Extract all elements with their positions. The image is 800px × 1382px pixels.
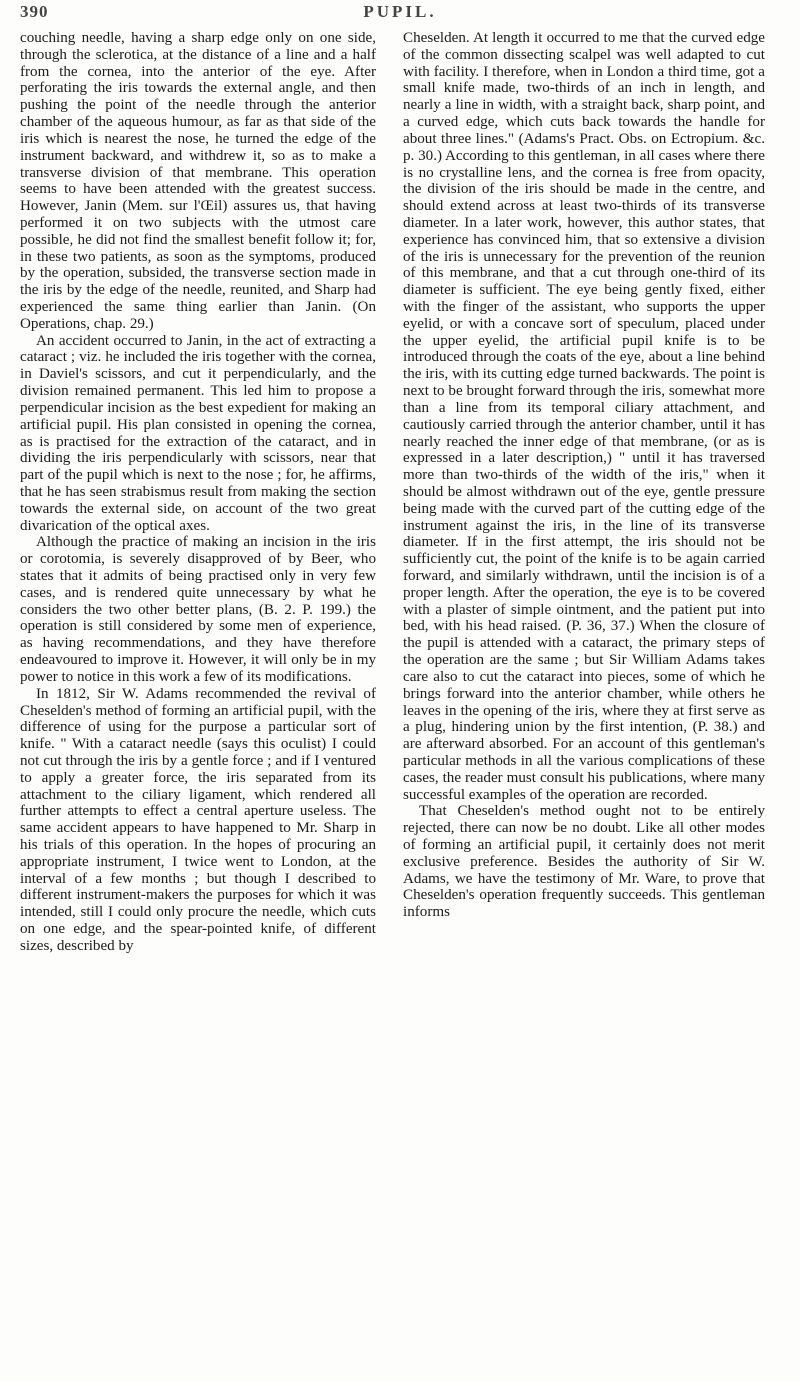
paragraph: couching needle, having a sharp edge only on one side, through the sclerotica, at the distance of a line and a half from the cornea, into the anterior of the eye. After perforating the iris towards the external angle, and then pushing the point of the needle through the anterior chamber of the aqueous humour, as far as that side of the iris which is nearest the nose, he turned the edge of the instrument backward, and withdrew it, so as to make a transverse division of that membrane. This operation seems to have been attended with the greatest success. However, Janin (Mem. sur l'Œil) assures us, that having performed it on two subjects with the utmost care possible, he did not find the smallest benefit follow it; for, in these two patients, as soon as the symptoms, produced by the operation, subsided, the transverse section made in the iris by the edge of the needle, reunited, and Sharp had experienced the same thing earlier than Janin. (On Operations, chap. 29.) xyxy=(20,30,376,332)
paragraph: Cheselden. At length it occurred to me that the curved edge of the common dissecting scalpel was well adapted to cut with facility. I therefore, when in London a third time, got a small knife made, two-thirds of an inch in length, and nearly a line in width, with a straight back, sharp point, and a curved edge, which cuts back towards the handle for about three lines." (Adams's Pract. Obs. on Ectropium. &c. p. 30.) According to this gentleman, in all cases where there is no crystalline lens, and the cornea is free from opacity, the division of the iris should be made in the centre, and should extend across at least two-thirds of its transverse diameter. In a later work, however, this author states, that experience has convinced him, that so extensive a division of the iris is unnecessary for the prevention of the reunion of this membrane, and that a cut through one-third of its diameter is sufficient. The eye being gently fixed, either with the finger of the assistant, who supports the upper eyelid, or with a concave sort of speculum, placed under the upper eyelid, the artificial pupil knife is to be introduced through the coats of the eye, about a line behind the iris, with its cutting edge turned backwards. The point is next to be brought forward through the iris, somewhat more than a line from its temporal ciliary attachment, and cautiously carried through the anterior chamber, until it has nearly reached the inner edge of that membrane, (or as is expressed in a later description,) " until it has traversed more than two-thirds of the width of the iris," when it should be almost withdrawn out of the eye, gentle pressure being made with the curved part of the cutting edge of the instrument against the iris, in the line of its transverse diameter. If in the first attempt, the iris should not be sufficiently cut, the point of the knife is to be again carried forward, and similarly withdrawn, until the incision is of a proper length. After the operation, the eye is to be covered with a plaster of simple ointment, and the patient put into bed, with his head raised. (P. 36, 37.) When the closure of the pupil is attended with a cataract, the primary steps of the operation are the same ; but Sir William Adams takes care also to cut the cataract into pieces, some of which he brings forward into the anterior chamber, while others he leaves in the opening of the iris, where they at first serve as a plug, hindering union by the first intention, (P. 38.) and are afterward absorbed. For an account of this gentleman's particular methods in all the various complications of these cases, the reader must consult his publications, where many successful examples of the operation are recorded. xyxy=(403,30,765,803)
paragraph: An accident occurred to Janin, in the act of extracting a cataract ; viz. he included the iris together with the cornea, in Daviel's scissors, and cut it perpendicularly, and the division remained permanent. This led him to propose a perpendicular incision as the best expedient for making an artificial pupil. His plan consisted in opening the cornea, as is practised for the extraction of the cataract, and in dividing the iris perpendicularly with scissors, near that part of the pupil which is next to the nose ; for, he affirms, that he has seen strabismus result from making the section towards the external side, on account of the two great divarication of the optical axes. xyxy=(20,332,376,534)
paragraph: That Cheselden's method ought not to be entirely rejected, there can now be no doubt. Like all other modes of forming an artificial pupil, it certainly does not merit exclusive preference. Besides the authority of Sir W. Adams, we have the testimony of Mr. Ware, to prove that Cheselden's operation frequently succeeds. This gentleman informs xyxy=(403,803,765,921)
left-column xyxy=(20,30,376,955)
page-header xyxy=(0,2,800,24)
running-head: PUPIL. xyxy=(363,2,437,21)
paragraph: Although the practice of making an incision in the iris or corotomia, is severely disapproved of by Beer, who states that it admits of being practised only in very few cases, and is rendered quite unnecessary by what he considers the two other better plans, (B. 2. P. 199.) the operation is still considered by some men of experience, as having recommendations, and they have therefore endeavoured to improve it. However, it will only be in my power to notice in this work a few of its modifications. xyxy=(20,534,376,685)
page-number: 390 xyxy=(20,2,49,21)
paragraph: In 1812, Sir W. Adams recommended the revival of Cheselden's method of forming an artificial pupil, with the difference of using for the purpose a particular sort of knife. " With a cataract needle (says this oculist) I could not cut through the iris by a gentle force ; and if I ventured to apply a greater force, the iris separated from its attachment to the ciliary ligament, which rendered all further attempts to effect a central aperture useless. The same accident appears to have happened to Mr. Sharp in his trials of this operation. In the hopes of procuring an appropriate instrument, I twice went to London, at the interval of a few months ; but though I described to different instrument-makers the purposes for which it was intended, still I could only procure the needle, which cuts on one edge, and the spear-pointed knife, of different sizes, described by xyxy=(20,685,376,954)
right-column xyxy=(403,30,765,921)
